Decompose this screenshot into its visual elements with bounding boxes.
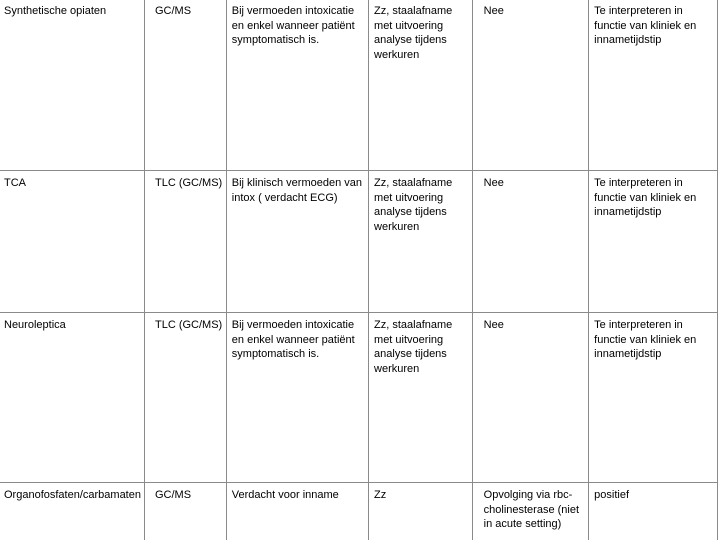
cell-followup: Nee xyxy=(472,0,589,171)
cell-availability: Zz, staalafname met uitvoering analyse tijdens werkuren xyxy=(369,171,473,313)
cell-indication: Bij klinisch vermoeden van intox ( verdacht ECG) xyxy=(226,171,368,313)
table-row xyxy=(0,0,718,171)
cell-interpretation: Te interpreteren in functie van kliniek en innametijdstip xyxy=(589,171,718,313)
cell-method: GC/MS xyxy=(144,0,226,171)
cell-availability: Zz, staalafname met uitvoering analyse tijdens werkuren xyxy=(369,0,473,171)
cell-followup: Opvolging via rbc-cholinesterase (niet in acute setting) xyxy=(472,483,589,540)
cell-indication: Verdacht voor inname xyxy=(226,483,368,540)
cell-indication: Bij vermoeden intoxicatie en enkel wanneer patiënt symptomatisch is. xyxy=(226,313,368,483)
cell-followup: Nee xyxy=(472,313,589,483)
cell-followup: Nee xyxy=(472,171,589,313)
cell-interpretation: Te interpreteren in functie van kliniek en innametijdstip xyxy=(589,0,718,171)
cell-availability: Zz xyxy=(369,483,473,540)
cell-method: TLC (GC/MS) xyxy=(144,313,226,483)
cell-interpretation: positief xyxy=(589,483,718,540)
cell-substance: Neuroleptica xyxy=(0,313,144,483)
cell-availability: Zz, staalafname met uitvoering analyse tijdens werkuren xyxy=(369,313,473,483)
cell-indication: Bij vermoeden intoxicatie en enkel wanneer patiënt symptomatisch is. xyxy=(226,0,368,171)
cell-substance: TCA xyxy=(0,171,144,313)
cell-method: GC/MS xyxy=(144,483,226,540)
table-row xyxy=(0,483,718,540)
cell-interpretation: Te interpreteren in functie van kliniek en innametijdstip xyxy=(589,313,718,483)
cell-substance: Synthetische opiaten xyxy=(0,0,144,171)
cell-substance: Organofosfaten/carbamaten xyxy=(0,483,144,540)
table-row xyxy=(0,313,718,483)
cell-method: TLC (GC/MS) xyxy=(144,171,226,313)
table-row xyxy=(0,171,718,313)
